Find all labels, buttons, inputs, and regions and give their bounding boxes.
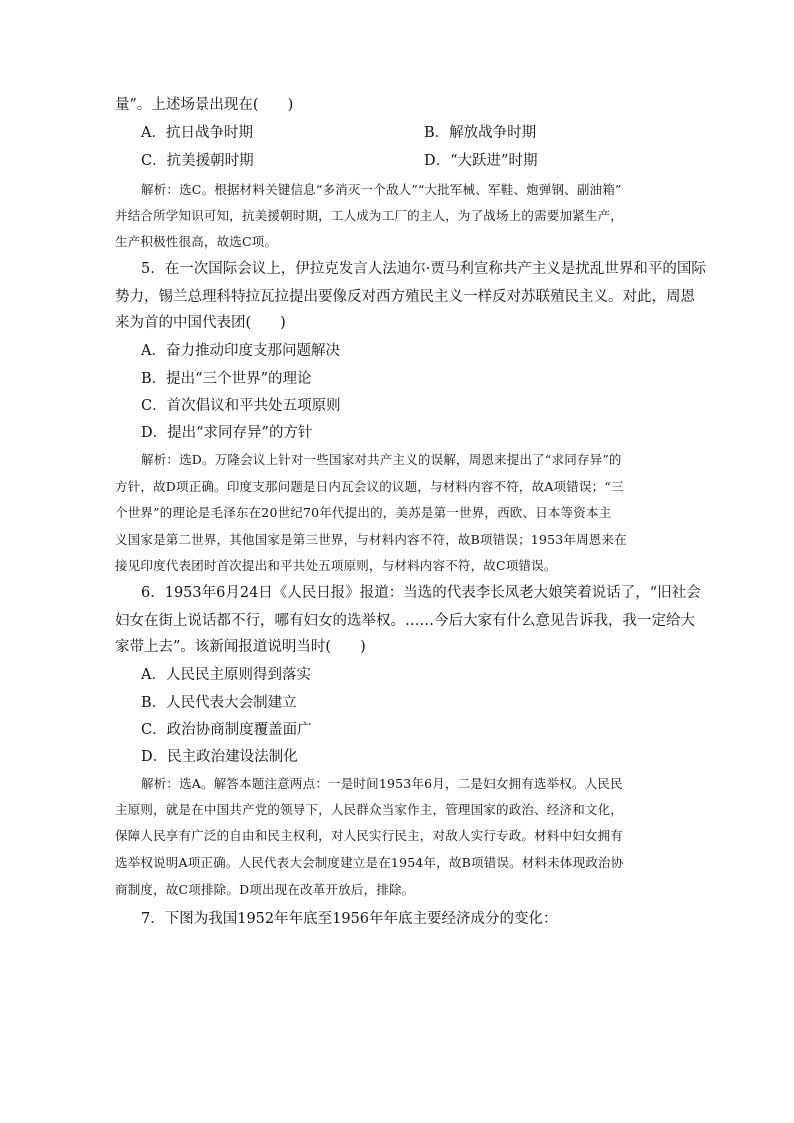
q6-analysis-line: 保障人民享有广泛的自由和民主权利，对人民实行民主，对敌人实行专政。材料中妇女拥有 [115,828,624,843]
q6-option-d: D．民主政治建设法制化 [141,749,298,765]
q5-stem-line: 来为首的中国代表团( ) [115,315,286,331]
q4-analysis-line: 生产积极性很高，故选C项。 [115,234,278,249]
q6-analysis-line: 商制度，故C项排除。D项出现在改革开放后，排除。 [115,882,415,897]
q4-analysis-line: 并结合所学知识可知，抗美援朝时期，工人成为工厂的主人，为了战场上的需要加紧生产， [115,208,624,223]
q7-stem: 7．下图为我国1952年年底至1956年年底主要经济成分的变化： [141,911,558,927]
q6-stem-line: 家带上去”。该新闻报道说明当时( ) [115,639,366,655]
q5-option-d: D．提出“求同存异”的方针 [141,425,313,441]
q6-analysis-line: 主原则，就是在中国共产党的领导下，人民群众当家作主，管理国家的政治、经济和文化， [115,802,624,817]
q6-option-c: C．政治协商制度覆盖面广 [141,722,312,738]
q6-stem-line: 妇女在街上说话都不行，哪有妇女的选举权。……今后大家有什么意见告诉我，我一定给大 [115,613,695,629]
q5-option-b: B．提出“三个世界”的理论 [141,371,312,387]
q4-stem-tail: 量”。上述场景出现在( ) [115,97,294,113]
q4-analysis-line: 解析：选C。根据材料关键信息“多消灭一个敌人”“大批军械、军鞋、炮弹钢、副油箱” [141,182,622,197]
q6-stem-line: 6．1953年6月24日《人民日报》报道：当选的代表李长凤老大娘笑着说话了，“旧社会 [141,585,701,601]
q4-option-c: C．抗美援朝时期 [141,153,254,169]
q6-analysis-line: 选举权说明A项正确。人民代表大会制度建立是在1954年，故B项错误。材料未体现政治协 [115,855,624,870]
q5-option-a: A．奋力推动印度支那问题解决 [141,343,340,359]
q5-analysis-line: 方针，故D项正确。印度支那问题是日内瓦会议的议题，与材料内容不符，故A项错误；“三 [115,479,624,494]
q5-stem-line: 5．在一次国际会议上，伊拉克发言人法迪尔·贾马利宣称共产主义是扰乱世界和平的国际 [141,261,706,277]
q5-stem-line: 势力，锡兰总理科特拉瓦拉提出要像反对西方殖民主义一样反对苏联殖民主义。对此，周恩 [115,289,695,305]
q6-option-a: A．人民民主原则得到落实 [141,667,311,683]
q4-option-b: B．解放战争时期 [424,125,537,141]
q4-option-a: A．抗日战争时期 [141,125,253,141]
q4-option-d: D．“大跃进”时期 [424,153,538,169]
q5-analysis-line: 个世界”的理论是毛泽东在20世纪70年代提出的，美苏是第一世界，西欧、日本等资本主 [115,505,612,520]
q5-option-c: C．首次倡议和平共处五项原则 [141,398,341,414]
q5-analysis-line: 解析：选D。万隆会议上针对一些国家对共产主义的误解，周恩来提出了“求同存异”的 [141,452,622,467]
q6-option-b: B．人民代表大会制建立 [141,695,297,711]
q5-analysis-line: 接见印度代表团时首次提出和平共处五项原则，与材料内容不符，故C项错误。 [115,558,557,573]
q5-analysis-line: 义国家是第二世界，其他国家是第三世界，与材料内容不符，故B项错误；1953年周恩来在 [115,532,627,547]
q6-analysis-line: 解析：选A。解答本题注意两点：一是时间1953年6月，二是妇女拥有选举权。人民民 [141,776,623,791]
